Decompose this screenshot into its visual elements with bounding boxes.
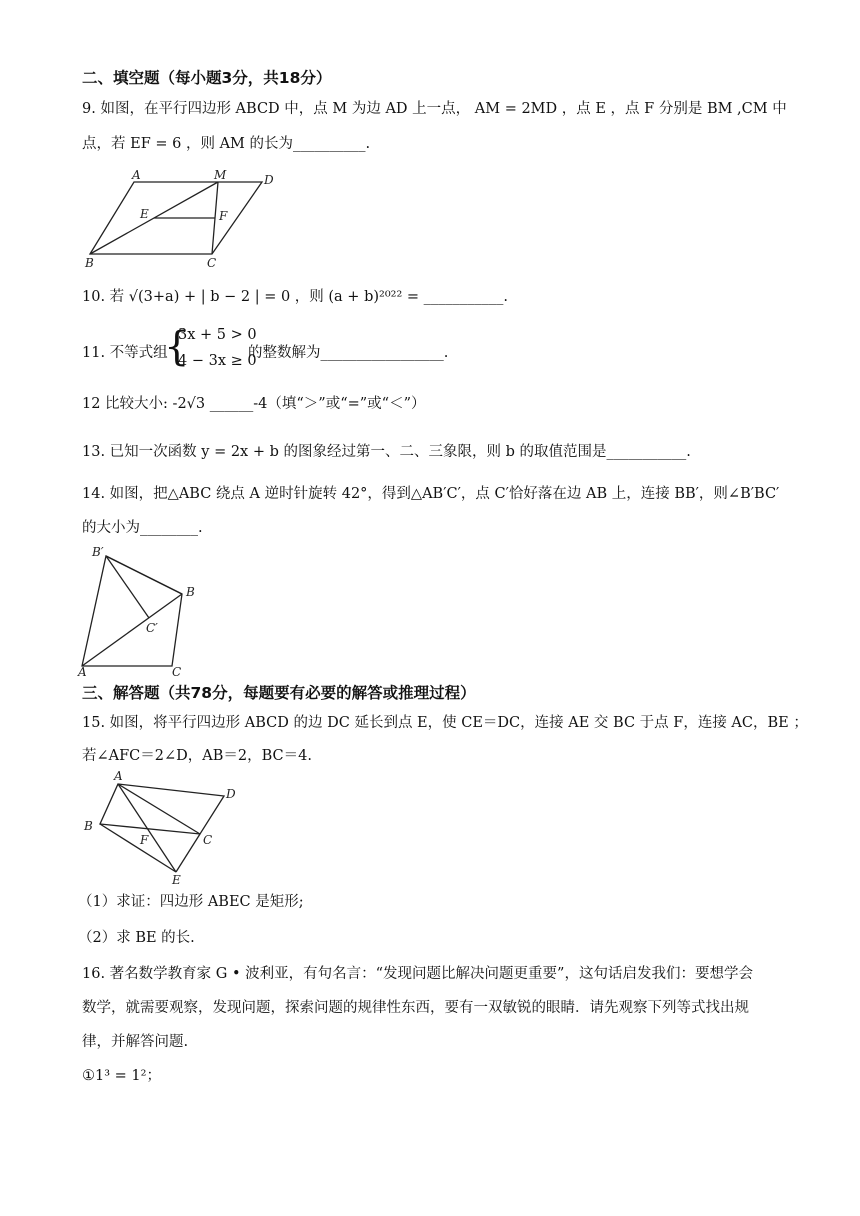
question-15-part-1: （1）求证：四边形 ABEC 是矩形; [78,894,304,910]
question-11-suffix: 的整数解为_________________. [248,345,449,361]
question-14-line-1: 14. 如图，把△ABC 绕点 A 逆时针旋转 42°，得到△AB′C′，点 C′恰好落在边 AB 上，连接 BB′，则∠B′BC′ [82,486,780,502]
q14-label-c: C [172,665,182,679]
question-16-line-1: 16. 著名数学教育家 G • 波利亚，有句名言：“发现问题比解决问题更重要”，这句话启发我们：要想学会 [82,966,753,982]
q14-label-b: B [186,585,195,599]
question-11-inequality-2: 4 − 3x ≥ 0 [178,353,257,369]
q9-label-d: D [264,173,274,187]
question-11 [82,324,582,375]
question-11-prefix: 11. 不等式组 [82,345,168,361]
section-solution-heading: 三、解答题（共78分，每题要有必要的解答或推理过程） [82,684,476,702]
q15-label-f: F [140,833,149,847]
q15-label-a: A [114,769,123,783]
q9-label-m: M [214,168,227,182]
section-fill-blank-heading: 二、填空题（每小题3分，共18分） [82,69,332,87]
question-15-parallelogram-figure [80,768,250,888]
q14-label-b-prime: B′ [92,545,104,559]
q15-label-d: D [226,787,236,801]
question-9-line-1: 9. 如图，在平行四边形 ABCD 中，点 M 为边 AD 上一点， AM = 2MD ，点 E ，点 F 分别是 BM ,CM 中 [82,101,787,117]
q15-label-c: C [203,833,213,847]
question-12: 12 比较大小: -2√3 ______-4（填“＞”或“=”或“＜”） [82,396,426,412]
question-15-line-2: 若∠AFC＝2∠D，AB＝2，BC＝4. [82,748,312,764]
question-11-inequality-1: 3x + 5 > 0 [178,327,257,343]
question-10: 10. 若 √(3+a) + | b − 2 | = 0 ，则 (a + b)²⁰²² = ___________. [82,289,508,305]
question-14-line-2: 的大小为________. [82,520,203,536]
question-14-rotation-figure [76,544,216,679]
q9-label-b: B [85,256,94,270]
q15-label-e: E [172,873,181,887]
question-13: 13. 已知一次函数 y = 2x + b 的图象经过第一、二、三象限，则 b 的取值范围是___________. [82,444,691,460]
question-16-line-3: 律，并解答问题. [82,1034,189,1050]
question-9-parallelogram-figure [82,168,292,270]
q14-label-c-prime: C′ [146,621,158,635]
question-15-part-2: （2）求 BE 的长. [78,930,195,946]
q9-label-e: E [140,207,149,221]
q14-label-a: A [78,665,87,679]
question-9-line-2: 点，若 EF = 6 ，则 AM 的长为__________. [82,136,371,152]
q9-label-f: F [219,209,228,223]
q9-label-c: C [207,256,217,270]
q15-label-b: B [84,819,93,833]
question-16-line-2: 数学，就需要观察，发现问题，探索问题的规律性东西，要有一双敏锐的眼睛．请先观察下列等式找出规 [82,1000,749,1016]
question-11-brace: { [164,324,190,370]
question-15-line-1: 15. 如图，将平行四边形 ABCD 的边 DC 延长到点 E，使 CE＝DC，连接 AE 交 BC 于点 F，连接 AC，BE ； [82,715,808,731]
q9-label-a: A [132,168,141,182]
question-16-equation-1: ①1³ = 1²； [82,1068,161,1084]
